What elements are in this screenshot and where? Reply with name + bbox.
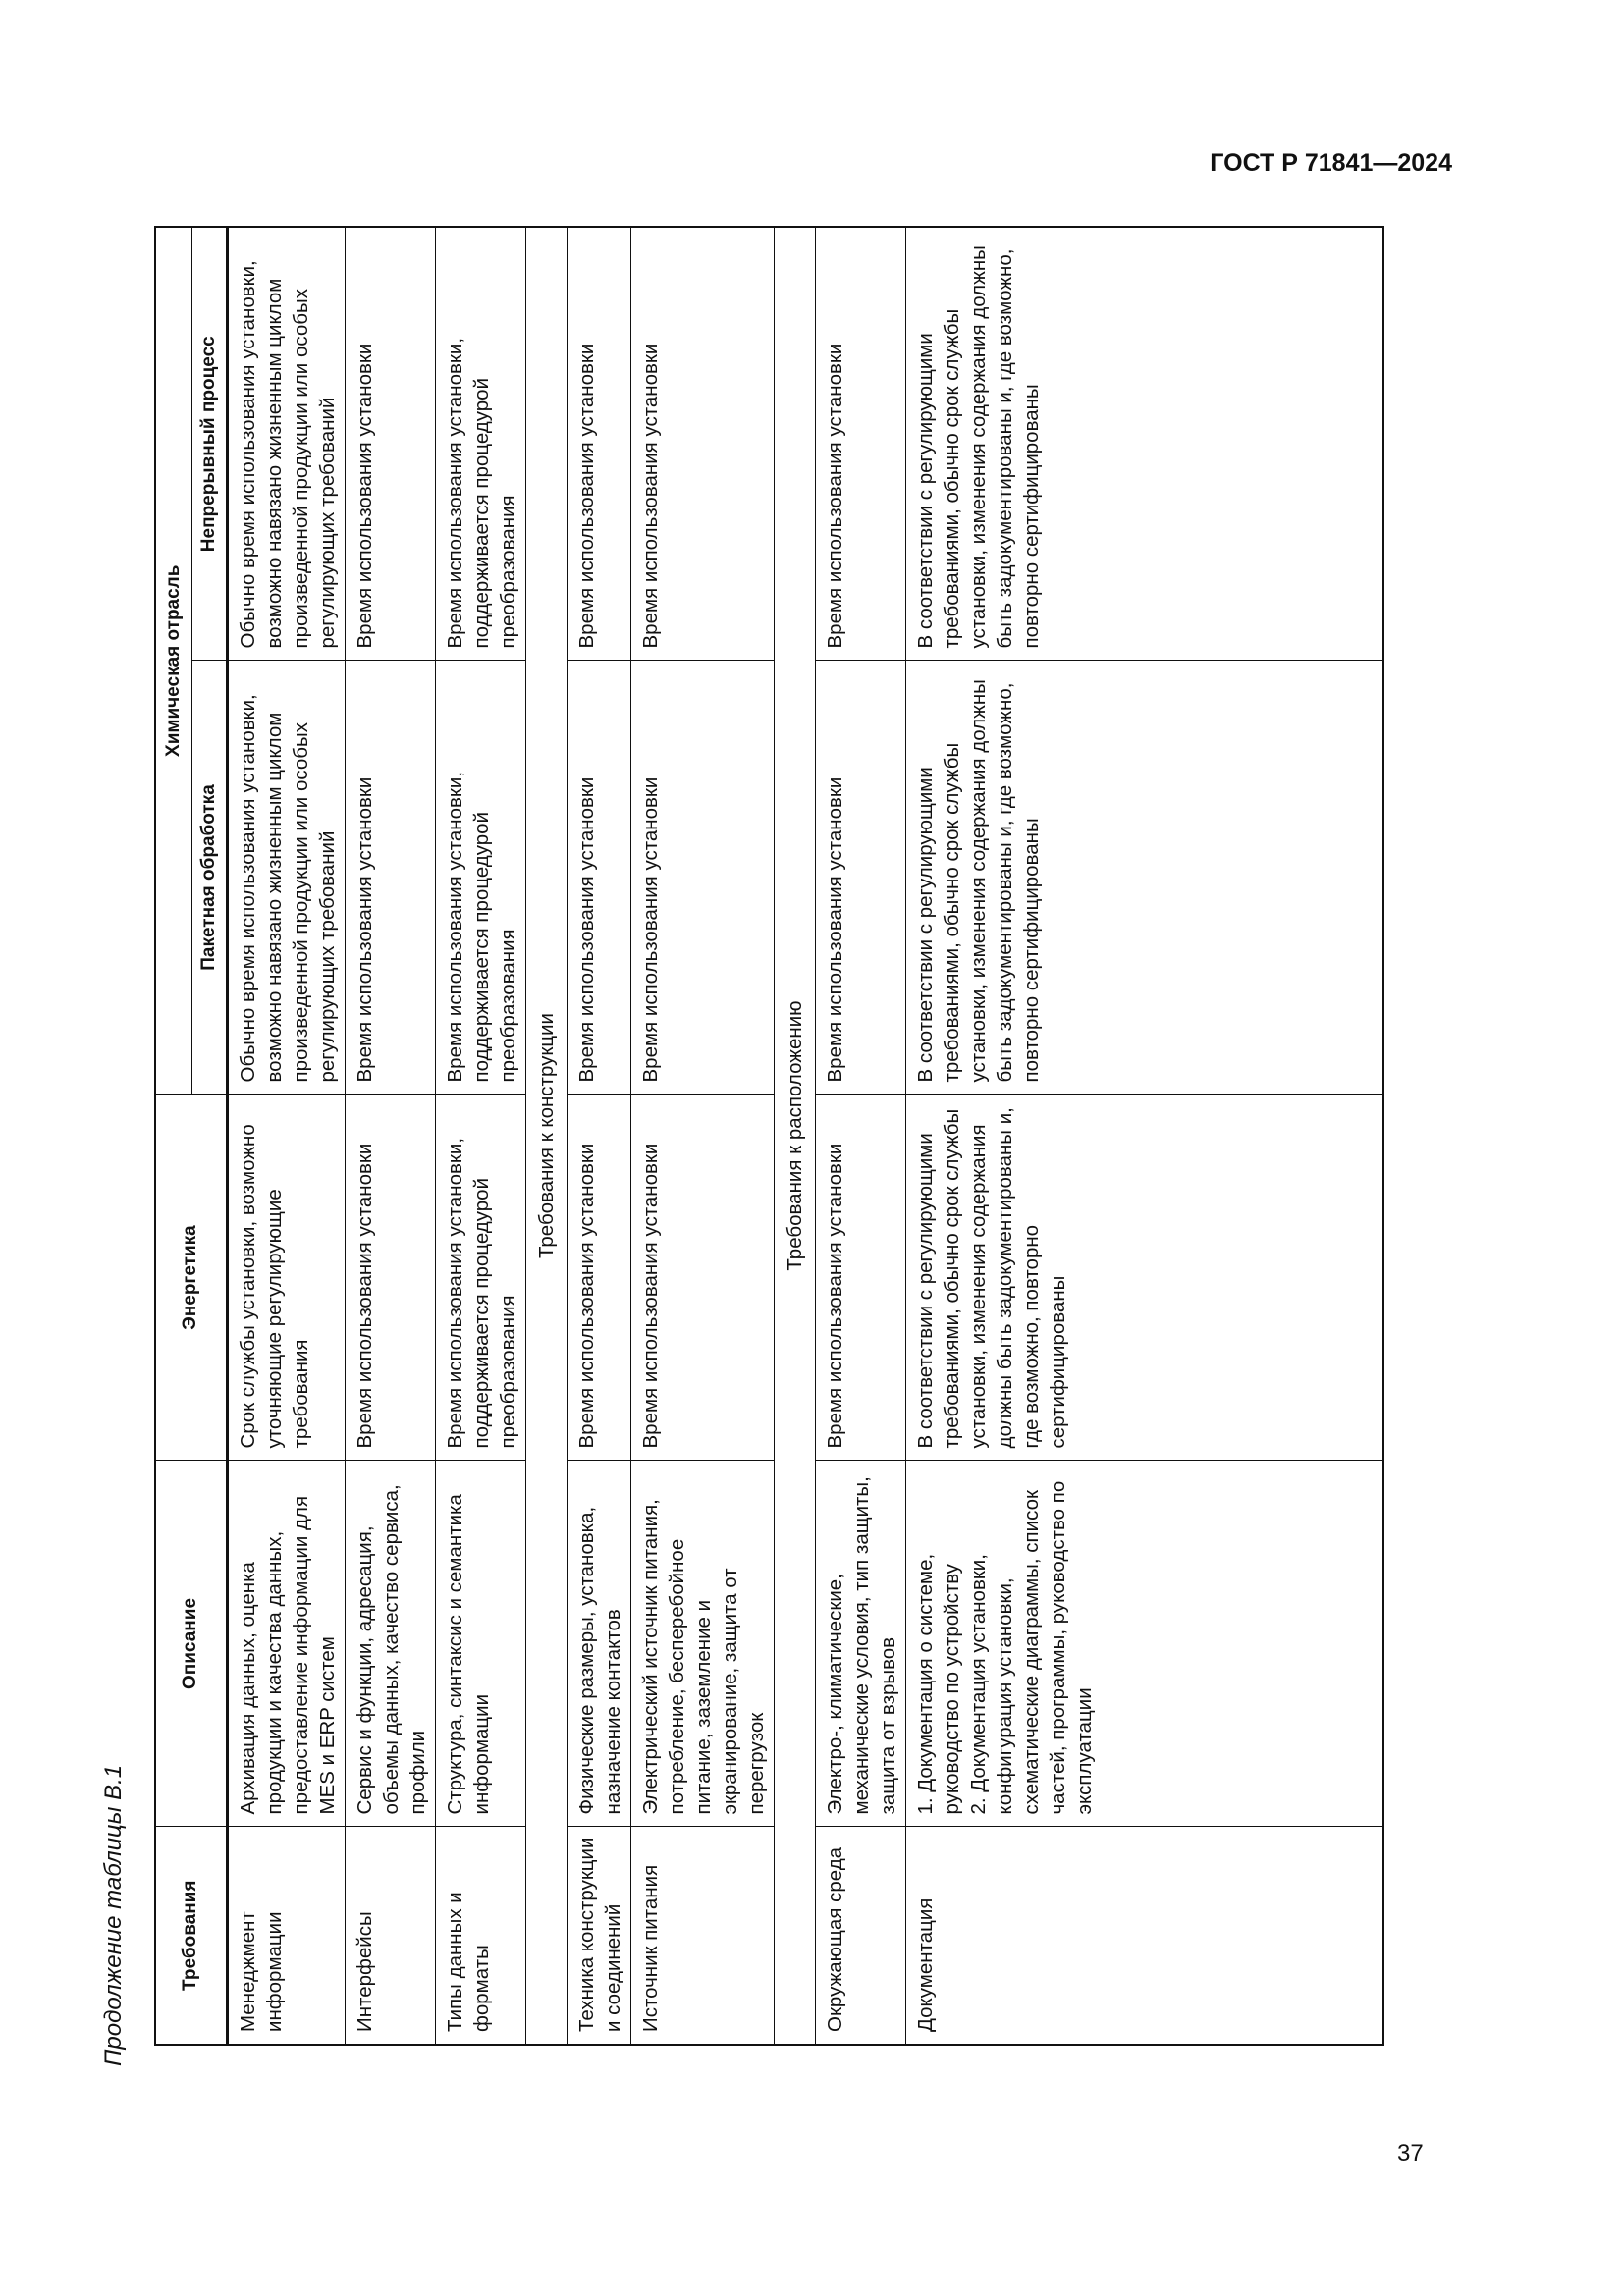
table-row [815,227,905,2045]
header-requirements: Требования [155,1827,227,2045]
cell-description: Архивация данных, оценка продукции и качества данных, предоставление информации для MES и ERP систем [227,1461,345,1827]
cell-requirement: Документация [905,1827,1383,2045]
cell-requirement: Интерфейсы [345,1827,435,2045]
cell-description: Сервис и функции, адресация, объемы данных, качество сервиса, профили [345,1461,435,1827]
table-row [435,227,525,2045]
requirements-table [154,226,1384,2046]
cell-description: Физические размеры, установка, назначение контактов [567,1461,630,1827]
table-caption: Продолжение таблицы В.1 [100,1764,127,2066]
table-row [227,227,345,2045]
cell-energy: Время использования установки [345,1095,435,1461]
cell-requirement: Типы данных и форматы [435,1827,525,2045]
table-row [630,227,774,2045]
cell-continuous: В соответствии с регулирующими требованиями, обычно срок службы установки, изменения содержания должны быть задокументированы и, где возможно, повторно сертифицированы [905,227,1383,661]
cell-description: 1. Документация о системе, руководство по устройству 2. Документация установки, конфигурация установки, схематические диаграммы, список частей, программы, руководство по эксплуатации [905,1461,1383,1827]
table-row [905,227,1383,2045]
cell-requirement: Менеджмент информации [227,1827,345,2045]
cell-continuous: Время использования установки [345,227,435,661]
cell-energy: Срок службы установки, возможно уточняющие регулирующие требования [227,1095,345,1461]
cell-continuous: Обычно время использования установки, возможно навязано жизненным циклом произведенной продукции или особых регулирующих требований [227,227,345,661]
header-chemical: Химическая отрасль [155,227,191,1095]
cell-batch: Время использования установки [345,661,435,1095]
cell-continuous: Время использования установки, поддерживается процедурой преобразования [435,227,525,661]
cell-continuous: Время использования установки [815,227,905,661]
cell-batch: Время использования установки [630,661,774,1095]
page-number: 37 [1397,2140,1424,2166]
cell-batch: Обычно время использования установки, возможно навязано жизненным циклом произведенной продукции или особых регулирующих требований [227,661,345,1095]
cell-batch: Время использования установки [815,661,905,1095]
cell-energy: Время использования установки, поддерживается процедурой преобразования [435,1095,525,1461]
header-energy: Энергетика [155,1095,227,1461]
section-construction: Требования к конструкции [525,227,567,2045]
cell-energy: Время использования установки [815,1095,905,1461]
cell-requirement: Техника конструкции и соединений [567,1827,630,2045]
cell-batch: В соответствии с регулирующими требованиями, обычно срок службы установки, изменения содержания должны быть задокументированы и, где возможно, повторно сертифицированы [905,661,1383,1095]
cell-requirement: Окружающая среда [815,1827,905,2045]
cell-energy: Время использования установки [630,1095,774,1461]
header-continuous: Непрерывный процесс [191,227,227,661]
cell-energy: В соответствии с регулирующими требованиями, обычно срок службы установки, изменения содержания должны быть задокументированы и, где возможно, повторно сертифицированы [905,1095,1383,1461]
table-section-row [525,227,567,2045]
header-batch: Пакетная обработка [191,661,227,1095]
section-location: Требования к расположению [774,227,815,2045]
cell-batch: Время использования установки, поддерживается процедурой преобразования [435,661,525,1095]
document-standard-number: ГОСТ Р 71841—2024 [1210,149,1452,177]
table-row [567,227,630,2045]
table-row [345,227,435,2045]
cell-requirement: Источник питания [630,1827,774,2045]
header-description: Описание [155,1461,227,1827]
cell-continuous: Время использования установки [630,227,774,661]
rotated-table-container [154,228,1384,2046]
cell-batch: Время использования установки [567,661,630,1095]
cell-description: Электро-, климатические, механические условия, тип защиты, защита от взрывов [815,1461,905,1827]
cell-description: Электрический источник питания, потребление, бесперебойное питание, заземление и экранирование, защита от перегрузок [630,1461,774,1827]
cell-continuous: Время использования установки [567,227,630,661]
cell-description: Структура, синтаксис и семантика информации [435,1461,525,1827]
table-section-row [774,227,815,2045]
cell-energy: Время использования установки [567,1095,630,1461]
